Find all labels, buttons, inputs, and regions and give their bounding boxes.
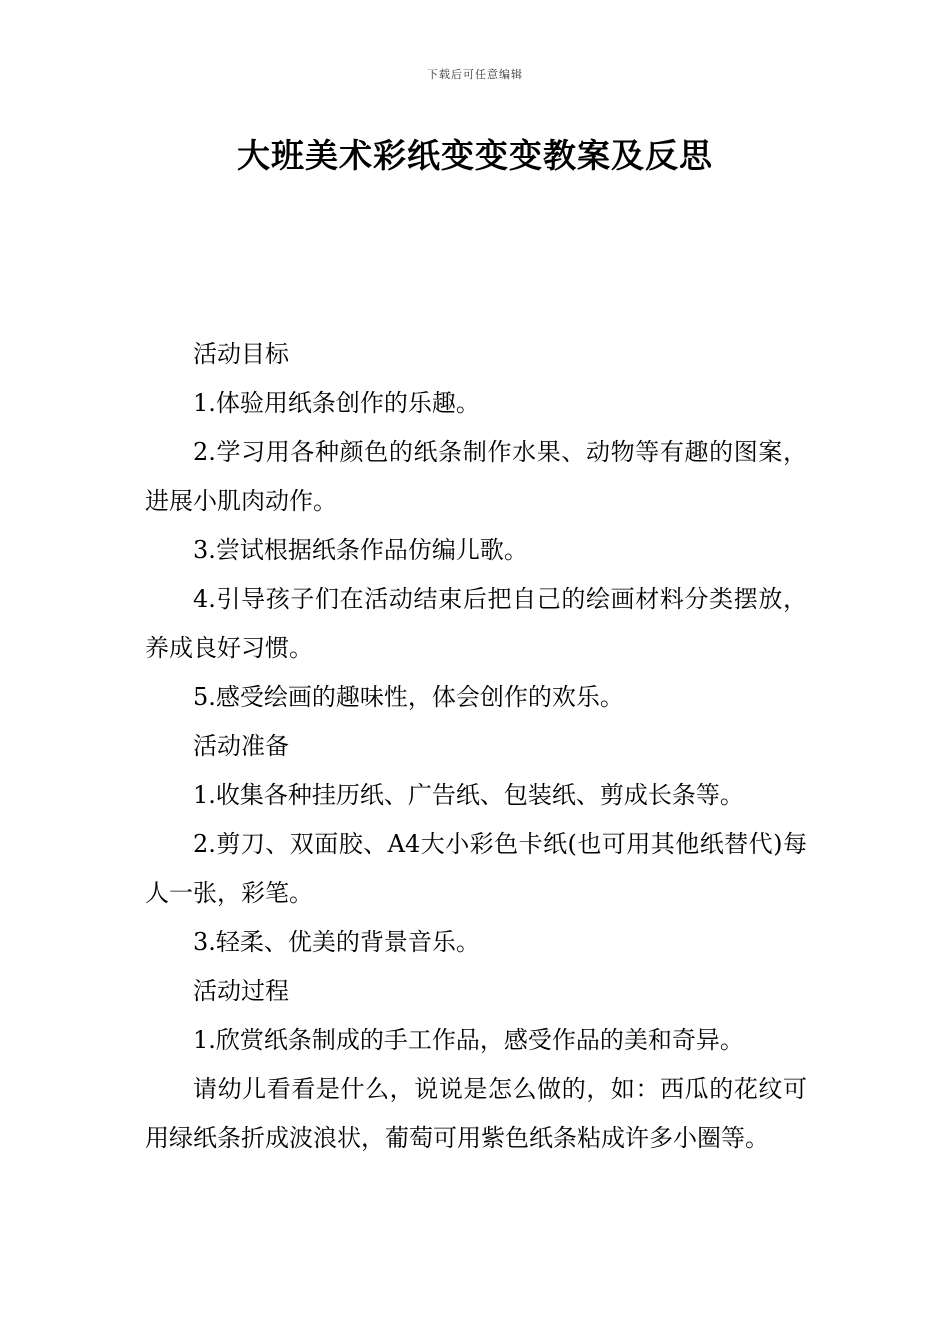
document-body [145, 330, 807, 1163]
paragraph: 2.学习用各种颜色的纸条制作水果、动物等有趣的图案，进展小肌肉动作。 [145, 438, 807, 515]
paragraph: 1.收集各种挂历纸、广告纸、包装纸、剪成长条等。 [193, 781, 744, 809]
section-heading-preparation: 活动准备 [193, 732, 289, 760]
section-heading-goals: 活动目标 [193, 340, 289, 368]
paragraph: 请幼儿看看是什么，说说是怎么做的，如：西瓜的花纹可用绿纸条折成波浪状，葡萄可用紫色纸条粘成许多小圈等。 [145, 1075, 807, 1152]
paragraph: 3.尝试根据纸条作品仿编儿歌。 [193, 536, 528, 564]
paragraph: 5.感受绘画的趣味性，体会创作的欢乐。 [193, 683, 624, 711]
section-heading-process: 活动过程 [193, 977, 289, 1005]
paragraph: 2.剪刀、双面胶、A4大小彩色卡纸(也可用其他纸替代)每人一张，彩笔。 [145, 830, 807, 907]
paragraph: 1.欣赏纸条制成的手工作品，感受作品的美和奇异。 [193, 1026, 744, 1054]
page-header-note: 下载后可任意编辑 [427, 68, 523, 81]
paragraph: 1.体验用纸条创作的乐趣。 [193, 389, 480, 417]
paragraph: 3.轻柔、优美的背景音乐。 [193, 928, 480, 956]
paragraph: 4.引导孩子们在活动结束后把自己的绘画材料分类摆放，养成良好习惯。 [145, 585, 807, 662]
document-title: 大班美术彩纸变变变教案及反思 [237, 136, 713, 175]
